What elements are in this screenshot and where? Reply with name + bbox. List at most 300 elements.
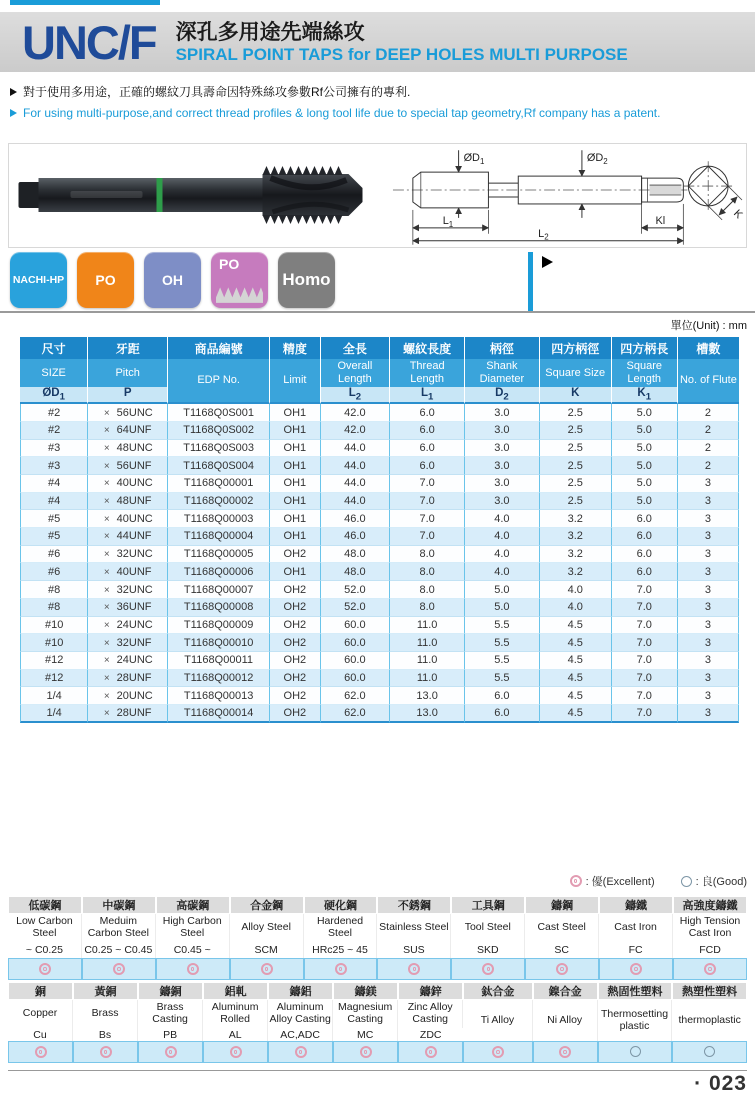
multiply-sign: × (103, 443, 110, 455)
spec-cell: 42.0 (321, 404, 391, 422)
spec-cell: 6.0 (465, 705, 540, 723)
legend-good-text: : 良(Good) (695, 876, 747, 888)
material-spec: PB (138, 1028, 203, 1041)
multiply-sign: × (103, 602, 110, 614)
spec-cell: 1/4 (20, 705, 88, 723)
spec-row (20, 670, 739, 688)
badge-po (211, 252, 268, 308)
col-header: 螺紋長度 (390, 337, 465, 359)
spec-cell: #8 (20, 599, 88, 617)
col-header: $ØD_1$ (20, 387, 88, 404)
spec-row (20, 705, 739, 723)
spec-cell: 48.0 (321, 546, 391, 564)
spec-cell: 5.0 (465, 599, 540, 617)
spec-cell: 11.0 (390, 617, 465, 635)
badge-label: Homo (282, 270, 331, 289)
spec-cell: 13.0 (390, 687, 465, 705)
excellent-icon (295, 1046, 307, 1058)
badge-label: PO (95, 272, 116, 288)
spec-cell (88, 617, 168, 635)
spec-cell: T1168Q00010 (168, 634, 270, 652)
spec-row (20, 404, 739, 422)
spec-cell: 4.5 (540, 705, 612, 723)
excellent-icon (113, 963, 125, 975)
spec-row (20, 563, 739, 581)
spec-cell (88, 563, 168, 581)
spec-cell: #4 (20, 493, 88, 511)
spec-cell: 44.0 (321, 493, 391, 511)
spec-cell (88, 705, 168, 723)
spec-cell: 4.5 (540, 687, 612, 705)
badge-label: NACHI-HP (12, 274, 65, 286)
subtitle-zh: 深孔多用途先端絲攻 (175, 20, 365, 44)
spec-cell: 4.5 (540, 652, 612, 670)
spec-cell: OH1 (270, 475, 320, 493)
unit-note: 單位(Unit) : mm (670, 320, 747, 332)
pitch-value: 28UNF (116, 671, 152, 684)
material-spec: AC,ADC (268, 1028, 333, 1041)
spec-cell: 2 (678, 404, 739, 422)
pitch-value: 32UNC (116, 548, 153, 561)
spec-cell: OH2 (270, 670, 320, 688)
material-name-zh: 高強度鑄鐵 (673, 896, 747, 914)
spec-cell: 62.0 (321, 705, 391, 723)
dim-label-kl: Kl (655, 214, 666, 227)
spec-cell: T1168Q00008 (168, 599, 270, 617)
material-rating (73, 1041, 138, 1063)
spec-cell: 6.0 (465, 687, 540, 705)
material-rating (533, 1041, 598, 1063)
material-row-zh (8, 896, 747, 914)
footer-divider (8, 1070, 747, 1071)
spec-cell: 7.0 (612, 617, 678, 635)
spec-cell: 3 (678, 670, 739, 688)
spec-row (20, 617, 739, 635)
material-spec: C0.45 ~ (156, 941, 230, 958)
materials-table-1 (8, 896, 747, 980)
spec-cell: OH1 (270, 422, 320, 440)
material-spec: SC (525, 941, 599, 958)
col-header: $D_2$ (465, 387, 540, 404)
spec-row (20, 652, 739, 670)
pitch-value: 44UNF (116, 530, 152, 543)
spec-cell: 11.0 (390, 652, 465, 670)
material-name-en: Hardened Steel (304, 914, 378, 941)
spec-cell: 13.0 (390, 705, 465, 723)
col-header: 四方柄長 (612, 337, 678, 359)
material-rating (599, 958, 673, 980)
spec-cell: 3 (678, 546, 739, 564)
spec-header-en (20, 359, 739, 387)
spec-cell: OH1 (270, 404, 320, 422)
material-rating (268, 1041, 333, 1063)
spec-cell: 5.0 (612, 440, 678, 458)
subtitle-en: SPIRAL POINT TAPS for DEEP HOLES MULTI PURPOSE (175, 44, 628, 64)
material-name-en: Tool Steel (451, 914, 525, 941)
material-name-en: Cast Iron (599, 914, 673, 941)
spec-cell: OH1 (270, 563, 320, 581)
material-spec: MC (333, 1028, 398, 1041)
material-spec: FC (599, 941, 673, 958)
spec-cell: 4.0 (465, 563, 540, 581)
material-rating (398, 1041, 463, 1063)
bullet-arrow-icon (10, 88, 17, 96)
spec-cell: 3 (678, 652, 739, 670)
spec-cell: #3 (20, 440, 88, 458)
material-name-en: Ni Alloy (533, 1000, 598, 1041)
pitch-value: 64UNF (116, 424, 152, 437)
excellent-icon (704, 963, 716, 975)
material-name-en: Thermosetting plastic (598, 1000, 673, 1041)
material-name-zh: 低碳鋼 (8, 896, 82, 914)
spec-row (20, 440, 739, 458)
material-rating (673, 958, 747, 980)
spec-cell (88, 687, 168, 705)
pitch-value: 32UNF (116, 636, 152, 649)
col-header: 全長 (321, 337, 391, 359)
spec-cell (88, 510, 168, 528)
material-row-rating (8, 1041, 747, 1063)
multiply-sign: × (103, 637, 110, 649)
spec-cell: 3.2 (540, 563, 612, 581)
spec-cell: 4.5 (540, 670, 612, 688)
material-rating (333, 1041, 398, 1063)
spec-header-symbols (20, 387, 739, 404)
spec-cell: 6.0 (612, 546, 678, 564)
spec-cell: T1168Q00003 (168, 510, 270, 528)
material-name-en: Low Carbon Steel (8, 914, 82, 941)
spec-cell (88, 581, 168, 599)
excellent-icon (335, 963, 347, 975)
spec-cell: #3 (20, 457, 88, 475)
spec-row (20, 493, 739, 511)
col-header: EDP No. (168, 359, 270, 404)
good-icon (630, 1046, 641, 1057)
materials-group-1 (8, 896, 747, 980)
multiply-sign: × (103, 672, 110, 684)
good-icon (681, 876, 692, 887)
dim-label-k: K (730, 207, 745, 222)
spec-cell: OH1 (270, 510, 320, 528)
spec-cell: 3 (678, 475, 739, 493)
spec-cell: #6 (20, 563, 88, 581)
spec-cell: 3 (678, 563, 739, 581)
spec-cell: 3 (678, 634, 739, 652)
spec-cell: T1168Q00014 (168, 705, 270, 723)
material-name-zh: 鋁軋 (203, 982, 268, 1000)
spec-cell: 4.0 (465, 510, 540, 528)
spec-cell: 62.0 (321, 687, 391, 705)
thread-profile-icon (215, 284, 264, 304)
spec-cell: 5.0 (612, 404, 678, 422)
spec-cell: 3 (678, 510, 739, 528)
spec-cell: OH1 (270, 528, 320, 546)
spec-cell: 3.0 (465, 475, 540, 493)
multiply-sign: × (103, 513, 110, 525)
spec-cell: 8.0 (390, 546, 465, 564)
excellent-icon (100, 1046, 112, 1058)
multiply-sign: × (103, 407, 110, 419)
material-spec: SUS (377, 941, 451, 958)
material-spec: Cu (8, 1028, 73, 1041)
spec-row (20, 599, 739, 617)
spec-cell: 7.0 (390, 528, 465, 546)
spec-cell: 3.0 (465, 457, 540, 475)
spec-cell: 4.0 (465, 528, 540, 546)
spec-cell (88, 599, 168, 617)
material-row-spec (8, 941, 747, 958)
spec-cell: 7.0 (612, 634, 678, 652)
spec-cell: 6.0 (390, 422, 465, 440)
spec-cell: T1168Q00011 (168, 652, 270, 670)
multiply-sign: × (103, 655, 110, 667)
spec-cell: 3.2 (540, 528, 612, 546)
material-spec: SKD (451, 941, 525, 958)
material-name-zh: 鑄鋼 (525, 896, 599, 914)
spec-cell: T1168Q00002 (168, 493, 270, 511)
excellent-icon (559, 1046, 571, 1058)
spec-cell (88, 528, 168, 546)
spec-row (20, 457, 739, 475)
spec-cell: 6.0 (612, 528, 678, 546)
rating-legend (570, 873, 747, 889)
spec-cell: 7.0 (612, 687, 678, 705)
material-spec: Bs (73, 1028, 138, 1041)
spec-cell: 3 (678, 687, 739, 705)
excellent-icon (408, 963, 420, 975)
spec-cell: 44.0 (321, 440, 391, 458)
material-name-zh: 合金鋼 (230, 896, 304, 914)
material-name-zh: 黃銅 (73, 982, 138, 1000)
spec-cell (88, 493, 168, 511)
spec-row (20, 546, 739, 564)
material-name-en: Zinc Alloy Casting (398, 1000, 463, 1028)
spec-cell: 6.0 (612, 563, 678, 581)
spec-cell: OH2 (270, 634, 320, 652)
page-number: · 023 (694, 1072, 747, 1095)
spec-cell: 2.5 (540, 493, 612, 511)
spec-cell: 60.0 (321, 617, 391, 635)
col-header: Pitch (88, 359, 168, 387)
page-title: UNC/F (22, 15, 156, 69)
material-rating (8, 958, 82, 980)
spec-cell: #2 (20, 404, 88, 422)
col-header: 尺寸 (20, 337, 88, 359)
material-name-zh: 熱塑性塑料 (672, 982, 747, 1000)
spec-cell: OH2 (270, 705, 320, 723)
dim-label-l2: $L_2$ (538, 227, 549, 242)
material-spec: HRc25 ~ 45 (304, 941, 378, 958)
excellent-icon (261, 963, 273, 975)
spec-cell: 7.0 (612, 652, 678, 670)
material-row-rating (8, 958, 747, 980)
material-name-zh: 鑄銅 (138, 982, 203, 1000)
spec-cell: 4.5 (540, 634, 612, 652)
spec-cell (88, 670, 168, 688)
bullet-en (10, 106, 660, 120)
excellent-icon (360, 1046, 372, 1058)
spec-cell (88, 440, 168, 458)
bullet-zh-text: 對于使用多用途，正確的螺紋刀具壽命因特殊絲攻參數Rf公司擁有的專利. (23, 85, 411, 99)
spec-cell: 4.5 (540, 617, 612, 635)
section-accent-bar (528, 252, 533, 312)
material-row-en (8, 1000, 747, 1028)
divider-line (0, 311, 755, 313)
spec-cell (88, 634, 168, 652)
spec-cell: 7.0 (390, 493, 465, 511)
spec-cell: 4.0 (540, 599, 612, 617)
spec-cell: OH1 (270, 440, 320, 458)
product-photo (9, 144, 387, 247)
badge-po (77, 252, 134, 308)
material-name-zh: 不銹鋼 (377, 896, 451, 914)
badge-homo (278, 252, 335, 308)
spec-cell: T1168Q00013 (168, 687, 270, 705)
col-header: Shank Diameter (465, 359, 540, 387)
excellent-icon (492, 1046, 504, 1058)
dim-label-d1: $ØD_1$ (463, 152, 485, 167)
spec-cell: T1168Q00004 (168, 528, 270, 546)
spec-cell: #4 (20, 475, 88, 493)
spec-cell: 3 (678, 705, 739, 723)
material-name-en: Cast Steel (525, 914, 599, 941)
material-rating (8, 1041, 73, 1063)
spec-cell: 3.0 (465, 493, 540, 511)
material-rating (451, 958, 525, 980)
spec-cell: 3.0 (465, 422, 540, 440)
top-accent-bar (10, 0, 160, 5)
spec-cell: 52.0 (321, 599, 391, 617)
material-rating (672, 1041, 747, 1063)
material-rating (525, 958, 599, 980)
col-header: SIZE (20, 359, 88, 387)
spec-cell: 7.0 (390, 475, 465, 493)
col-header: P (88, 387, 168, 404)
pitch-value: 48UNF (116, 495, 152, 508)
excellent-icon (230, 1046, 242, 1058)
col-header: Square Size (540, 359, 612, 387)
spec-table-body (20, 404, 739, 722)
material-rating (304, 958, 378, 980)
material-spec: ~ C0.25 (8, 941, 82, 958)
material-rating (82, 958, 156, 980)
spec-cell: 46.0 (321, 510, 391, 528)
intro-bullets (10, 83, 660, 126)
spec-cell: 2.5 (540, 404, 612, 422)
material-name-zh: 工具鋼 (451, 896, 525, 914)
spec-cell: 5.0 (612, 457, 678, 475)
spec-cell: OH2 (270, 617, 320, 635)
pitch-value: 20UNC (116, 689, 153, 702)
spec-cell: 48.0 (321, 563, 391, 581)
spec-cell: 3.0 (465, 440, 540, 458)
excellent-icon (187, 963, 199, 975)
spec-cell: 3 (678, 599, 739, 617)
spec-cell: 3 (678, 493, 739, 511)
material-name-zh: 中碳鋼 (82, 896, 156, 914)
spec-cell: #10 (20, 617, 88, 635)
material-rating (156, 958, 230, 980)
pitch-value: 32UNC (116, 583, 153, 596)
multiply-sign: × (103, 496, 110, 508)
spec-row (20, 422, 739, 440)
col-header: 柄徑 (465, 337, 540, 359)
col-header: 槽數 (678, 337, 739, 359)
excellent-icon (35, 1046, 47, 1058)
spec-cell: T1168Q00007 (168, 581, 270, 599)
spec-cell: OH2 (270, 652, 320, 670)
material-rating (230, 958, 304, 980)
col-header: 四方柄徑 (540, 337, 612, 359)
multiply-sign: × (103, 619, 110, 631)
material-name-en: Copper (8, 1000, 73, 1028)
col-header: 牙距 (88, 337, 168, 359)
spec-cell: 52.0 (321, 581, 391, 599)
spec-cell: 8.0 (390, 563, 465, 581)
spec-cell: 60.0 (321, 652, 391, 670)
badge-label: OH (162, 272, 183, 288)
material-name-en: Ti Alloy (463, 1000, 532, 1041)
multiply-sign: × (103, 531, 110, 543)
spec-row (20, 581, 739, 599)
spec-cell: 5.0 (612, 475, 678, 493)
multiply-sign: × (103, 690, 110, 702)
spec-cell: #8 (20, 581, 88, 599)
spec-cell: T1168Q00009 (168, 617, 270, 635)
material-rating (377, 958, 451, 980)
spec-cell: #5 (20, 510, 88, 528)
spec-cell: 7.0 (612, 581, 678, 599)
material-name-zh: 鑄鋁 (268, 982, 333, 1000)
multiply-sign: × (103, 549, 110, 561)
pitch-value: 24UNC (116, 654, 153, 667)
spec-cell: OH2 (270, 546, 320, 564)
spec-cell: 60.0 (321, 670, 391, 688)
spec-cell: 2.5 (540, 475, 612, 493)
spec-cell: T1168Q00001 (168, 475, 270, 493)
arrow-right-icon (542, 256, 553, 268)
spec-cell (88, 652, 168, 670)
material-name-zh: 鎳合金 (533, 982, 598, 1000)
spec-row (20, 687, 739, 705)
title-band (0, 12, 755, 72)
material-name-zh: 熱固性塑料 (598, 982, 673, 1000)
media-row (8, 143, 747, 248)
material-spec: AL (203, 1028, 268, 1041)
dim-label-d2: $ØD_2$ (586, 152, 608, 167)
spec-cell: 2.5 (540, 457, 612, 475)
material-spec: FCD (673, 941, 747, 958)
material-name-zh: 鑄鐵 (599, 896, 673, 914)
badge-label: PO (219, 256, 240, 272)
material-spec: C0.25 ~ C0.45 (82, 941, 156, 958)
spec-cell: 2.5 (540, 440, 612, 458)
materials-table-2 (8, 982, 747, 1063)
pitch-value: 40UNF (116, 565, 152, 578)
pitch-value: 24UNC (116, 618, 153, 631)
material-spec: SCM (230, 941, 304, 958)
col-header: $L_2$ (321, 387, 391, 404)
spec-cell: 7.0 (390, 510, 465, 528)
material-rating (463, 1041, 532, 1063)
spec-cell: 5.5 (465, 634, 540, 652)
dim-label-l1: $L_1$ (442, 214, 454, 229)
spec-cell: T1168Q0S002 (168, 422, 270, 440)
spec-cell: 4.0 (540, 581, 612, 599)
spec-cell: 6.0 (612, 510, 678, 528)
col-header: Thread Length (390, 359, 465, 387)
pitch-value: 28UNF (116, 706, 152, 719)
